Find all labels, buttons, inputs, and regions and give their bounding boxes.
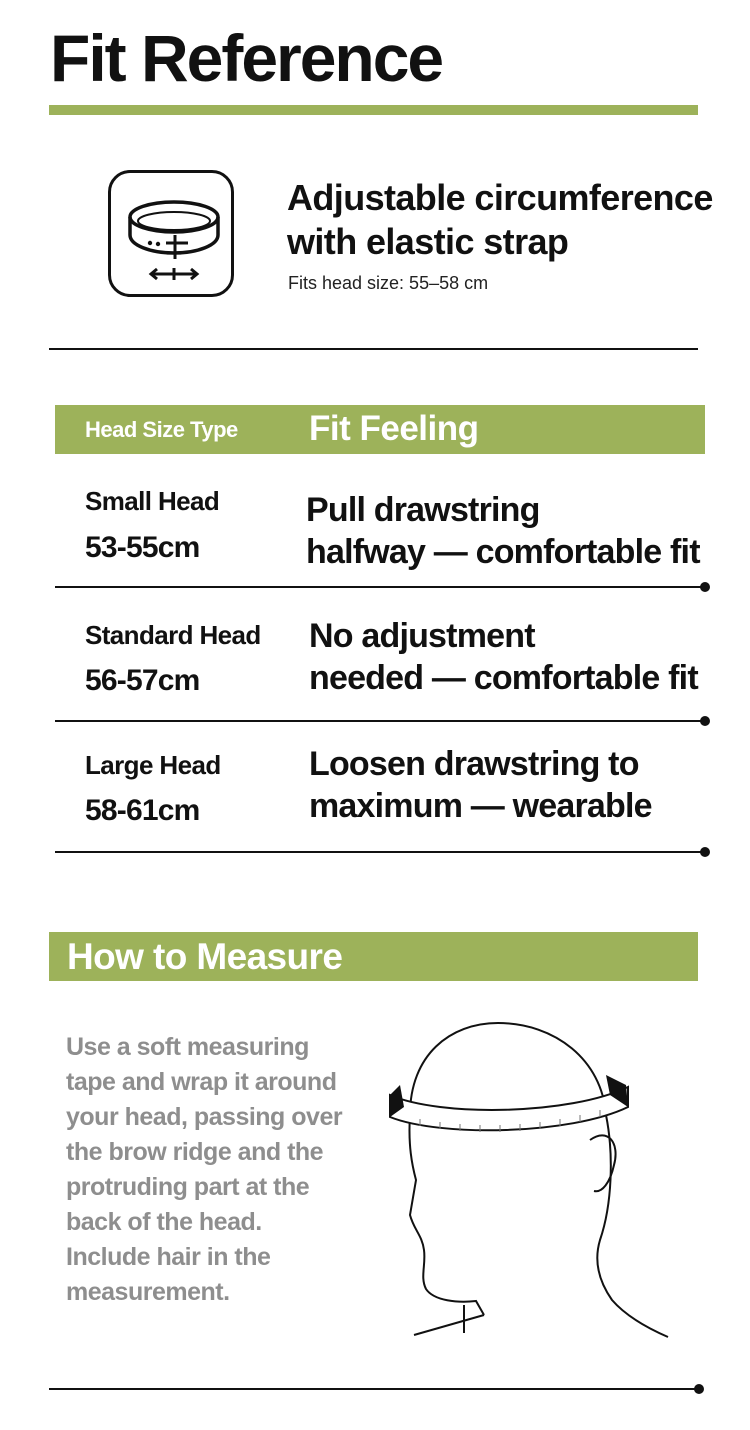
- measure-line: back of the head.: [66, 1208, 262, 1236]
- feature-title: [287, 176, 713, 264]
- row-fit-feeling-line: Loosen drawstring to: [309, 745, 639, 783]
- row-fit-feeling-line: halfway — comfortable fit: [306, 533, 700, 571]
- row-fit-feeling-line: needed — comfortable fit: [309, 659, 698, 697]
- row-divider-dot: [700, 716, 710, 726]
- title-underline-bar: [49, 105, 698, 115]
- measure-line: Include hair in the: [66, 1243, 271, 1271]
- row-fit-feeling-line: maximum — wearable: [309, 787, 652, 825]
- row-head-range: 58-61cm: [85, 794, 200, 827]
- section-divider: [49, 348, 698, 350]
- bottom-divider-dot: [694, 1384, 704, 1394]
- row-head-range: 53-55cm: [85, 531, 200, 564]
- row-divider-dot: [700, 582, 710, 592]
- row-divider: [55, 720, 703, 722]
- measure-instructions: [66, 1030, 366, 1310]
- measure-line: the brow ridge and the: [66, 1138, 324, 1166]
- measure-line: Use a soft measuring: [66, 1033, 309, 1061]
- bottom-divider: [49, 1388, 697, 1390]
- row-fit-feeling: [309, 615, 698, 699]
- column-header-head-size-type: Head Size Type: [85, 417, 238, 442]
- page-title: Fit Reference: [50, 21, 443, 95]
- row-divider-dot: [700, 847, 710, 857]
- measure-line: measurement.: [66, 1278, 230, 1306]
- row-fit-feeling: [309, 743, 652, 827]
- row-fit-feeling-line: Pull drawstring: [306, 491, 540, 529]
- measure-title: How to Measure: [67, 936, 343, 977]
- row-divider: [55, 586, 703, 588]
- adjustable-band-icon: [108, 170, 234, 297]
- row-head-range: 56-57cm: [85, 664, 200, 697]
- column-header-fit-feeling: Fit Feeling: [309, 409, 479, 448]
- feature-title-line: with elastic strap: [287, 221, 569, 262]
- feature-subtitle: Fits head size: 55–58 cm: [288, 273, 489, 293]
- measure-line: tape and wrap it around: [66, 1068, 337, 1096]
- measure-line: your head, passing over: [66, 1103, 343, 1131]
- row-fit-feeling: [306, 489, 700, 573]
- feature-title-line: Adjustable circumference: [287, 177, 713, 218]
- row-divider: [55, 851, 703, 853]
- row-head-type: Standard Head: [85, 620, 261, 650]
- row-fit-feeling-line: No adjustment: [309, 617, 535, 655]
- head-measuring-tape-illustration: [380, 1015, 680, 1345]
- row-head-type: Small Head: [85, 486, 220, 516]
- row-head-type: Large Head: [85, 750, 221, 780]
- measure-line: protruding part at the: [66, 1173, 310, 1201]
